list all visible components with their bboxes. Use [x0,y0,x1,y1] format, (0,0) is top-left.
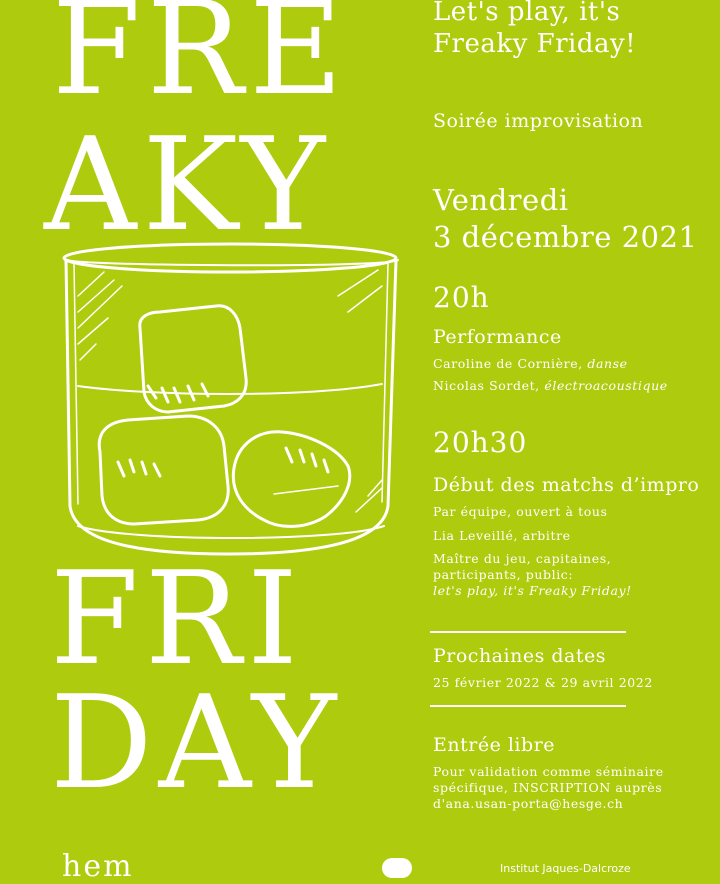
performer-2-role: électroacoustique [544,378,668,393]
ice-cube-3 [233,432,349,527]
performer-2-name: Nicolas Sordet, [433,378,545,393]
institute-name: Institut Jaques-Dalcroze [500,862,631,875]
performer-1-name: Caroline de Cornière, [433,356,588,371]
event-date [433,182,697,256]
divider-2 [430,705,626,707]
performer-2 [433,378,668,394]
footer [0,849,720,884]
hem-logo: hem [62,849,134,884]
performer-1-role: danse [587,356,628,371]
divider-1 [430,631,626,633]
matches-line-3-text: Maître du jeu, capitaines, participants, public: [433,551,612,582]
glass-rim [64,244,396,272]
tagline [433,0,636,60]
next-dates-heading: Prochaines dates [433,645,606,667]
tagline-line-1: Let's play, it's [433,0,621,27]
speech-bubble-icon [382,858,412,878]
glass-illustration [38,236,418,566]
glass-body [66,260,396,554]
matches-time: 20h30 [433,426,528,459]
title-line-1: FRE [52,0,349,124]
title-line-2: AKY [44,111,332,260]
entry-heading: Entrée libre [433,734,555,756]
date-day: 3 décembre 2021 [433,220,698,254]
performer-1 [433,356,628,372]
title-line-4: DAY [50,669,343,818]
date-weekday: Vendredi [433,183,569,217]
performance-heading: Performance [433,326,562,348]
matches-line-1: Par équipe, ouvert à tous [433,504,608,519]
matches-heading: Début des matchs d’impro [433,474,700,496]
entry-text: Pour validation comme séminaire spécifique, INSCRIPTION auprès d'ana.usan-porta@hesge.ch [433,764,664,811]
performance-time: 20h [433,281,490,314]
tagline-line-2: Freaky Friday! [433,29,637,59]
matches-line-2: Lia Leveillé, arbitre [433,528,571,543]
event-subtitle: Soirée improvisation [433,110,644,132]
ice-cube-2 [99,416,228,524]
matches-line-3-italic: let's play, it's Freaky Friday! [433,583,632,598]
matches-line-3 [433,551,693,599]
title-line-3: FRI [50,545,304,694]
next-dates: 25 février 2022 & 29 avril 2022 [433,675,653,690]
